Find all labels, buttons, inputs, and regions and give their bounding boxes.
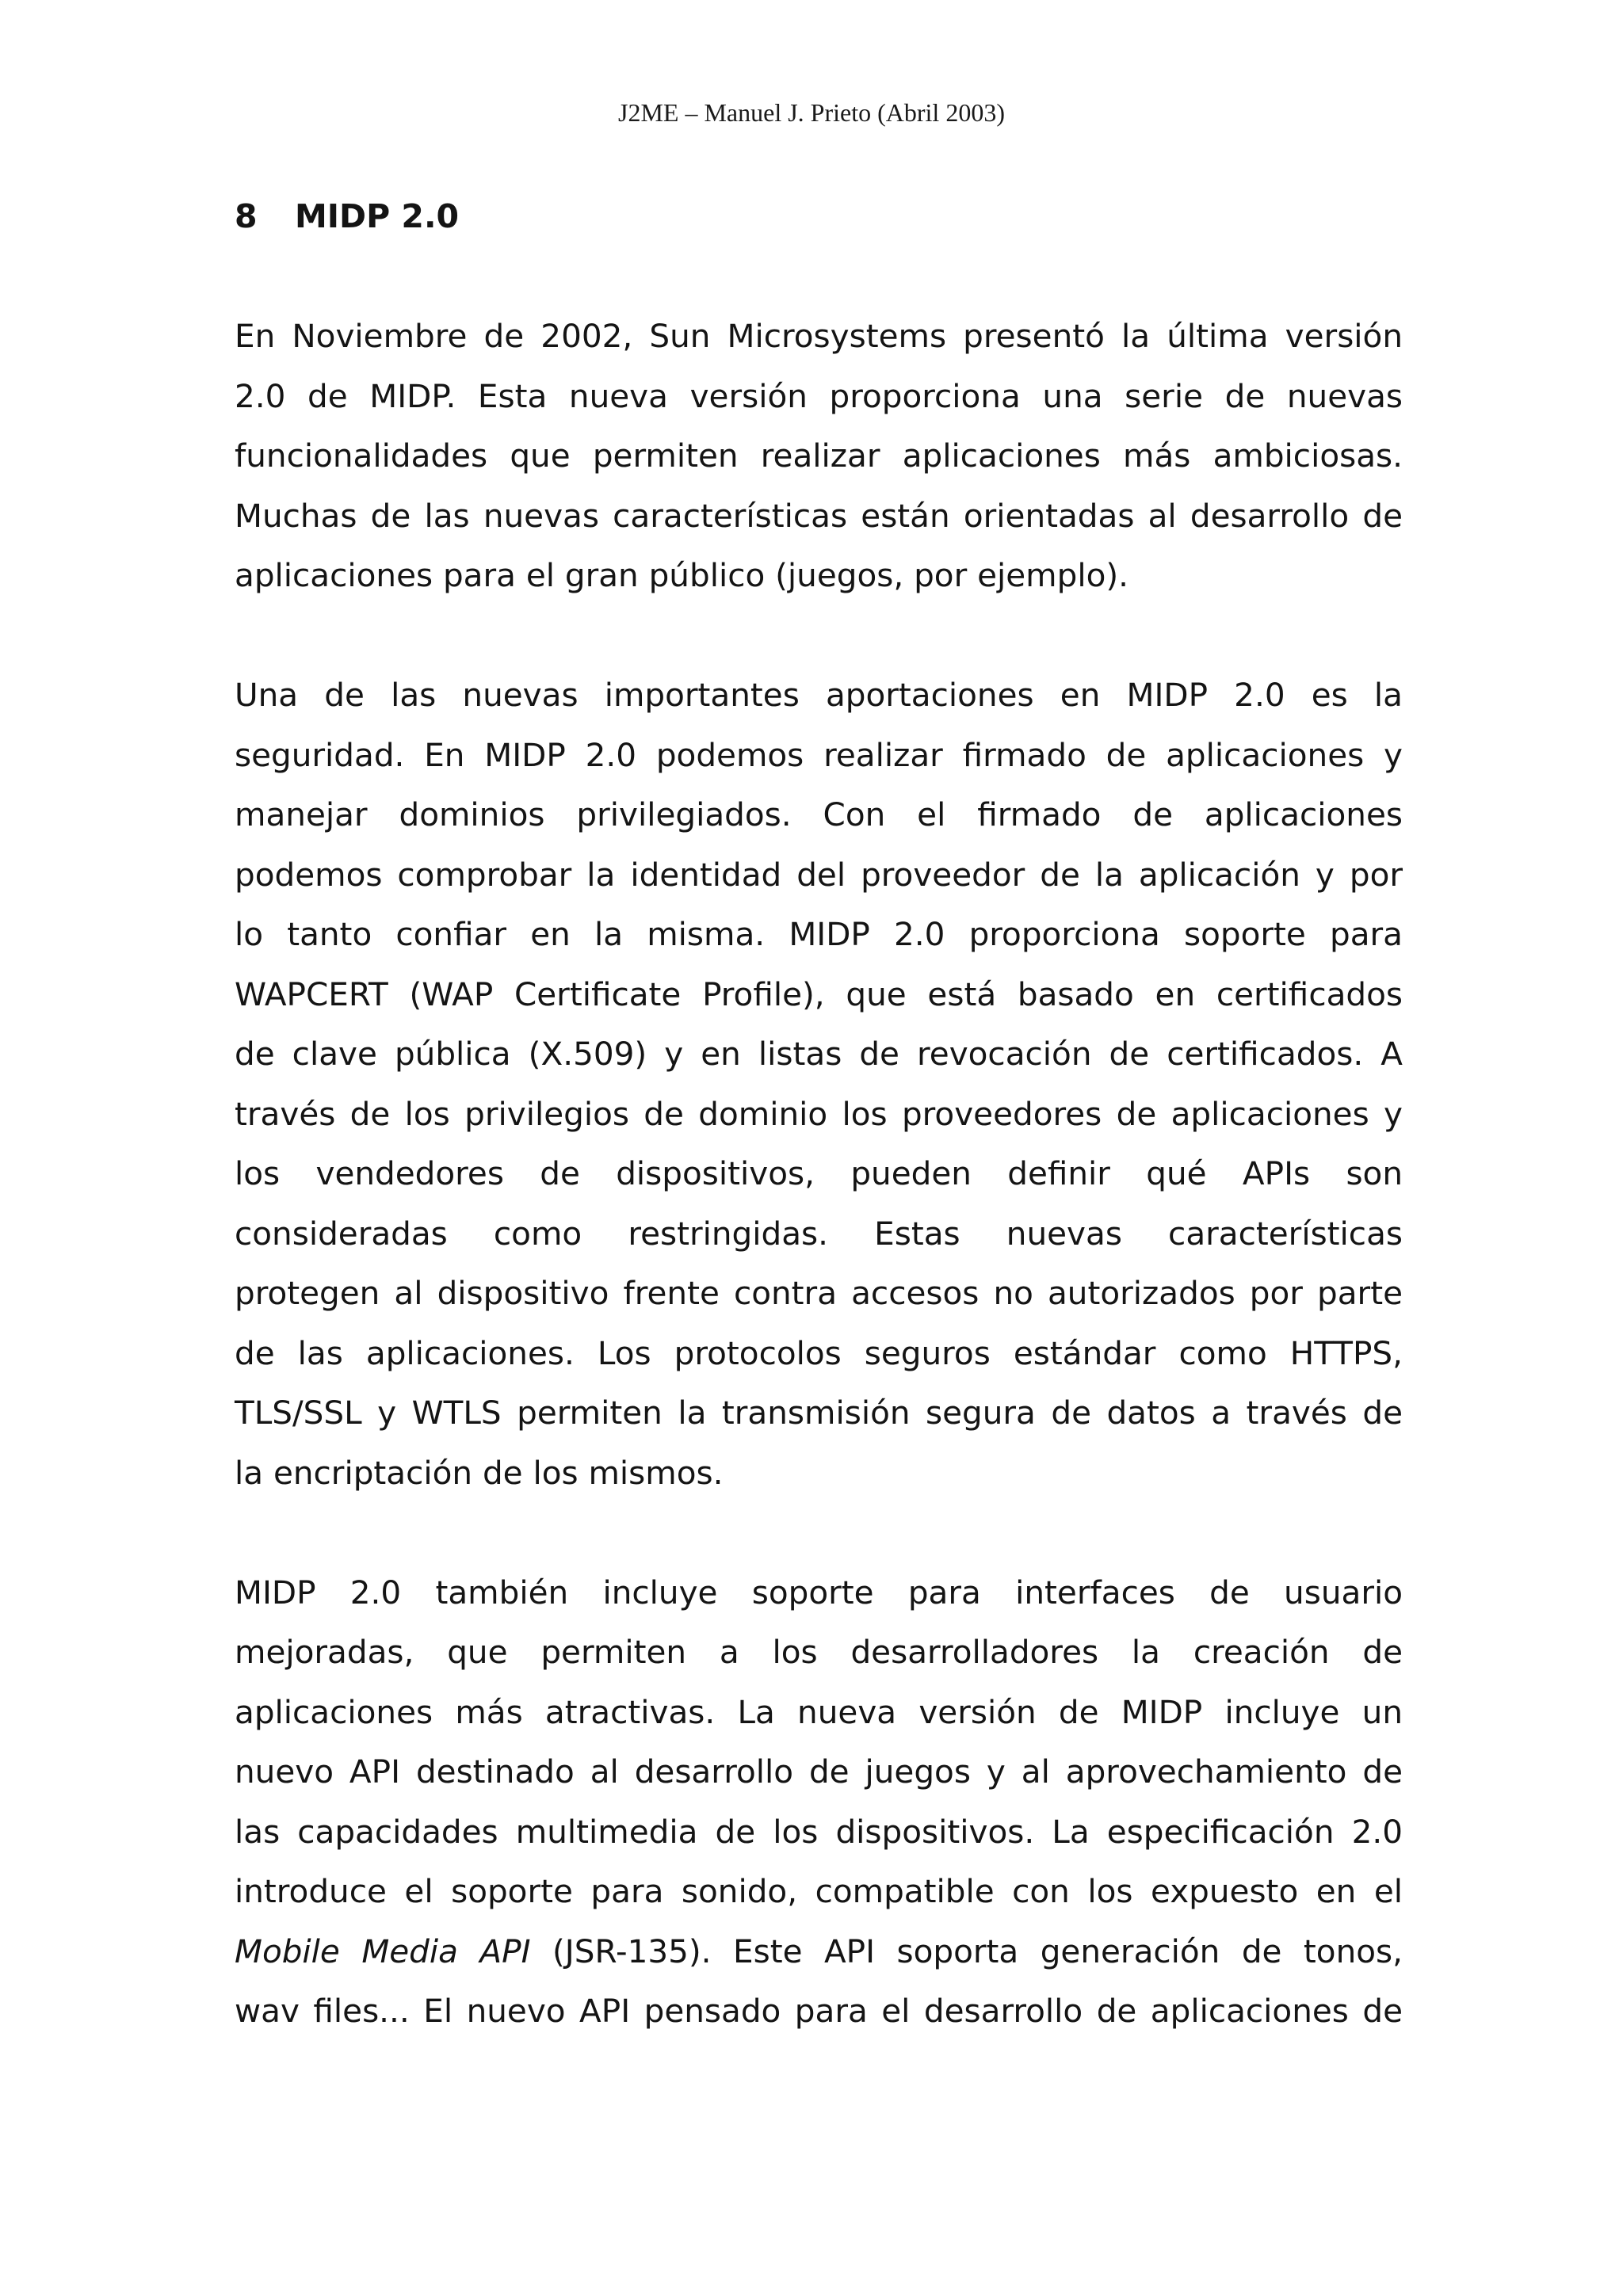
paragraph-2 <box>235 666 1403 1503</box>
paragraph-line: introduce el soporte para sonido, compatible con los expuesto en el <box>235 1872 1403 1910</box>
paragraph-line: WAPCERT (WAP Certificate Profile), que está basado en certificados <box>235 974 1403 1013</box>
paragraph-line: nuevo API destinado al desarrollo de juegos y al aprovechamiento de <box>235 1753 1403 1791</box>
paragraph-line: las capacidades multimedia de los dispositivos. La especificación 2.0 <box>235 1812 1403 1851</box>
paragraph-line: de clave pública (X.509) y en listas de revocación de certificados. A <box>235 1035 1403 1073</box>
section-number: 8 <box>235 197 258 235</box>
paragraph-line: podemos comprobar la identidad del proveedor de la aplicación y por <box>235 855 1403 894</box>
italic-api-name: Mobile Media API <box>235 1932 531 1970</box>
paragraph-line: mejoradas, que permiten a los desarrolladores la creación de <box>235 1633 1403 1671</box>
paragraph-line: MIDP 2.0 también incluye soporte para interfaces de usuario <box>235 1573 1403 1611</box>
paragraph-1 <box>235 307 1403 606</box>
paragraph-line: de las aplicaciones. Los protocolos seguros estándar como HTTPS, <box>235 1333 1403 1372</box>
paragraph-line: lo tanto confiar en la misma. MIDP 2.0 proporciona soporte para <box>235 915 1403 953</box>
paragraph-line: Una de las nuevas importantes aportaciones en MIDP 2.0 es la <box>235 676 1403 714</box>
paragraph-line: funcionalidades que permiten realizar aplicaciones más ambiciosas. <box>235 437 1403 475</box>
paragraph-line: TLS/SSL y WTLS permiten la transmisión segura de datos a través de <box>235 1394 1403 1432</box>
paragraph-line: manejar dominios privilegiados. Con el firmado de aplicaciones <box>235 795 1403 833</box>
section-title: MIDP 2.0 <box>295 197 460 235</box>
paragraph-line: través de los privilegios de dominio los proveedores de aplicaciones y <box>235 1094 1403 1133</box>
paragraph-line: wav files... El nuevo API pensado para el desarrollo de aplicaciones de <box>235 1992 1403 2030</box>
section-heading <box>235 187 1403 247</box>
page-body <box>235 187 1403 2042</box>
paragraph-line: aplicaciones más atractivas. La nueva versión de MIDP incluye un <box>235 1692 1403 1731</box>
paragraph-line-rest: (JSR-135). Este API soporta generación de tonos, <box>552 1932 1403 1970</box>
paragraph-line: Muchas de las nuevas características están orientadas al desarrollo de <box>235 496 1403 535</box>
paragraph-line: protegen al dispositivo frente contra accesos no autorizados por parte <box>235 1274 1403 1312</box>
paragraph-line: la encriptación de los mismos. <box>235 1453 724 1492</box>
paragraph-line: aplicaciones para el gran público (juegos, por ejemplo). <box>235 556 1129 594</box>
paragraph-line: seguridad. En MIDP 2.0 podemos realizar firmado de aplicaciones y <box>235 735 1403 774</box>
paragraph-line: consideradas como restringidas. Estas nuevas características <box>235 1214 1403 1253</box>
paragraph-line-mixed <box>235 1922 1403 1982</box>
paragraph-line: 2.0 de MIDP. Esta nueva versión proporciona una serie de nuevas <box>235 376 1403 415</box>
paragraph-line: En Noviembre de 2002, Sun Microsystems presentó la última versión <box>235 317 1403 355</box>
running-header: J2ME – Manuel J. Prieto (Abril 2003) <box>618 98 1005 127</box>
paragraph-3 <box>235 1563 1403 2042</box>
paragraph-line: los vendedores de dispositivos, pueden definir qué APIs son <box>235 1154 1403 1192</box>
